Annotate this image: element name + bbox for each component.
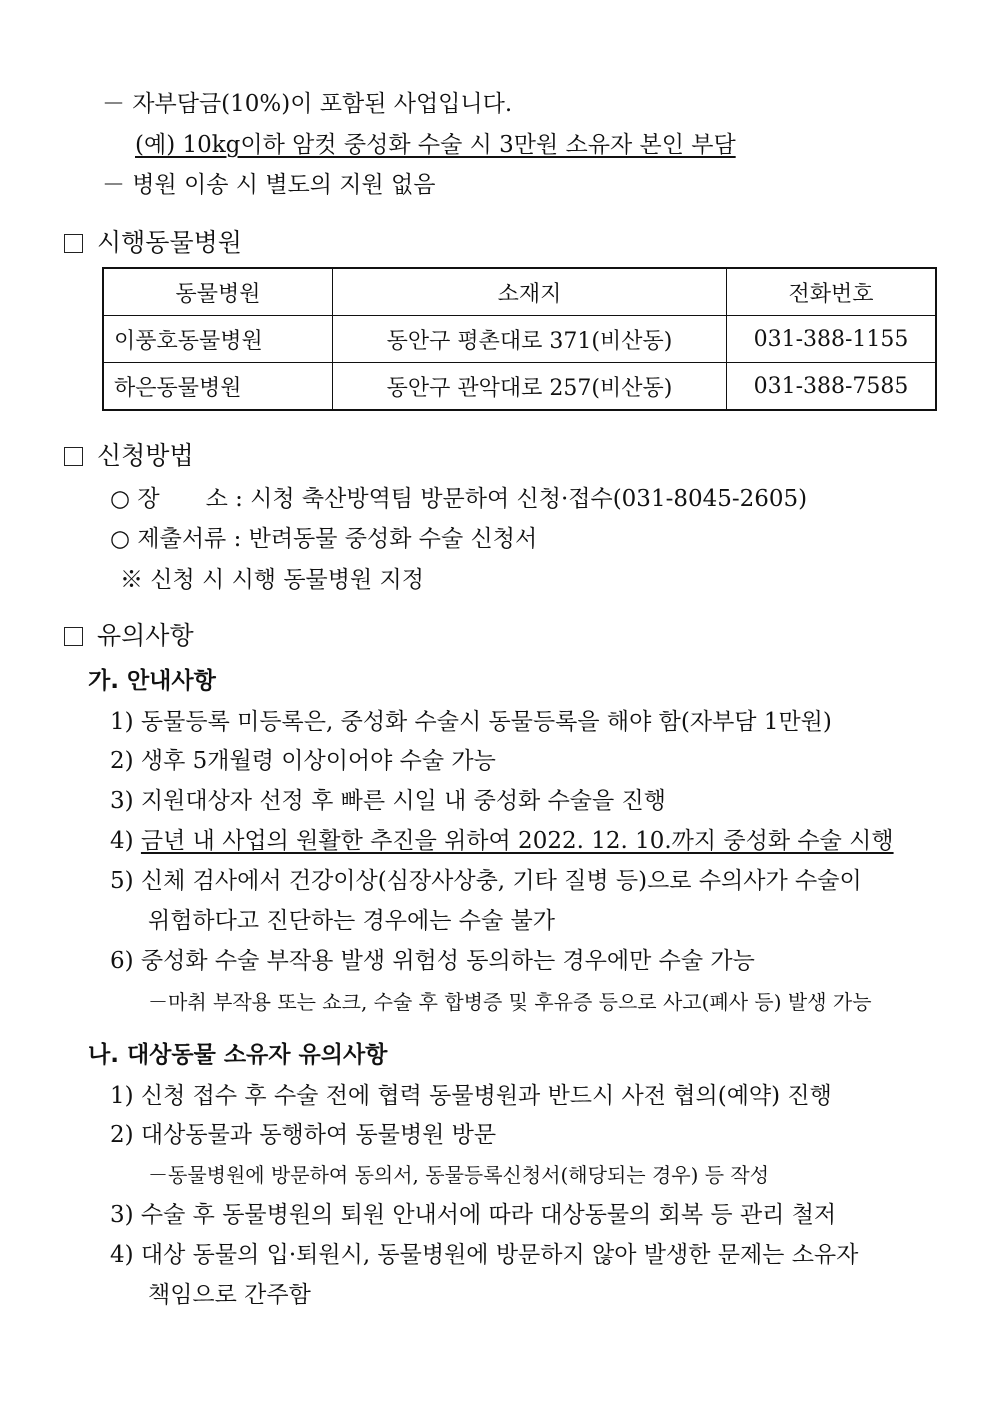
list-item-subnote: －마취 부작용 또는 쇼크, 수술 후 합병증 및 후유증 등으로 사고(폐사 등) 발생 가능 (148, 990, 872, 1014)
list-item-underlined-text: 금년 내 사업의 원활한 추진을 위하여 2022. 12. 10.까지 중성화 수술 시행 (140, 828, 894, 854)
table-cell: 031-388-7585 (727, 363, 937, 411)
section-cautions-heading (64, 621, 194, 651)
table-cell: 031-388-1155 (727, 316, 937, 363)
section-apply-heading (64, 441, 194, 471)
table-row (103, 316, 936, 363)
table-cell: 이풍호동물병원 (103, 316, 333, 363)
section-cautions-title: 유의사항 (97, 621, 194, 650)
list-item: 3) 수술 후 동물병원의 퇴원 안내서에 따라 대상동물의 회복 등 관리 철저 (110, 1202, 837, 1228)
table-header-cell: 전화번호 (727, 268, 937, 316)
list-item: 6) 중성화 수술 부작용 발생 위험성 동의하는 경우에만 수술 가능 (110, 948, 755, 974)
list-item-number: 4) (110, 828, 134, 854)
checkbox-square-icon (64, 627, 83, 646)
apply-place: ○ 장 소 : 시청 축산방역팀 방문하여 신청·접수(031-8045-2605) (110, 486, 808, 512)
apply-docs: ○ 제출서류 : 반려동물 중성화 수술 신청서 (110, 526, 538, 552)
section-apply-title: 신청방법 (97, 441, 194, 470)
table-cell: 동안구 평촌대로 371(비산동) (333, 316, 727, 363)
hospital-table (102, 267, 937, 411)
section-hospitals-heading (64, 228, 242, 258)
list-item-4 (110, 826, 894, 856)
table-header-cell: 동물병원 (103, 268, 333, 316)
table-row (103, 363, 936, 411)
intro-line-1: － 자부담금(10%)이 포함된 사업입니다. (102, 91, 513, 117)
subsection-b-title: 나. 대상동물 소유자 유의사항 (88, 1042, 388, 1068)
table-header-row (103, 268, 936, 316)
list-item: 5) 신체 검사에서 건강이상(심장사상충, 기타 질병 등)으로 수의사가 수술이 (110, 868, 862, 894)
list-item: 1) 신청 접수 후 수술 전에 협력 동물병원과 반드시 사전 협의(예약) 진행 (110, 1083, 832, 1109)
table-cell: 동안구 관악대로 257(비산동) (333, 363, 727, 411)
checkbox-square-icon (64, 234, 83, 253)
list-item-subnote: －동물병원에 방문하여 동의서, 동물등록신청서(해당되는 경우) 등 작성 (148, 1163, 770, 1187)
table-cell: 하은동물병원 (103, 363, 333, 411)
table-header-cell: 소재지 (333, 268, 727, 316)
list-item: 2) 대상동물과 동행하여 동물병원 방문 (110, 1122, 497, 1148)
section-hospitals-title: 시행동물병원 (97, 228, 242, 257)
checkbox-square-icon (64, 447, 83, 466)
list-item: 1) 동물등록 미등록은, 중성화 수술시 동물등록을 해야 함(자부담 1만원) (110, 709, 832, 735)
list-item: 4) 대상 동물의 입·퇴원시, 동물병원에 방문하지 않아 발생한 문제는 소유자 (110, 1242, 859, 1268)
subsection-a-title: 가. 안내사항 (88, 668, 216, 694)
intro-example-line: (예) 10kg이하 암컷 중성화 수술 시 3만원 소유자 본인 부담 (135, 132, 736, 158)
list-item-continuation: 책임으로 간주함 (148, 1282, 311, 1308)
list-item-continuation: 위험하다고 진단하는 경우에는 수술 불가 (148, 908, 555, 934)
apply-note: ※ 신청 시 시행 동물병원 지정 (120, 567, 424, 593)
list-item: 2) 생후 5개월령 이상이어야 수술 가능 (110, 748, 496, 774)
intro-line-3: － 병원 이송 시 별도의 지원 없음 (102, 172, 436, 198)
list-item: 3) 지원대상자 선정 후 빠른 시일 내 중성화 수술을 진행 (110, 788, 666, 814)
